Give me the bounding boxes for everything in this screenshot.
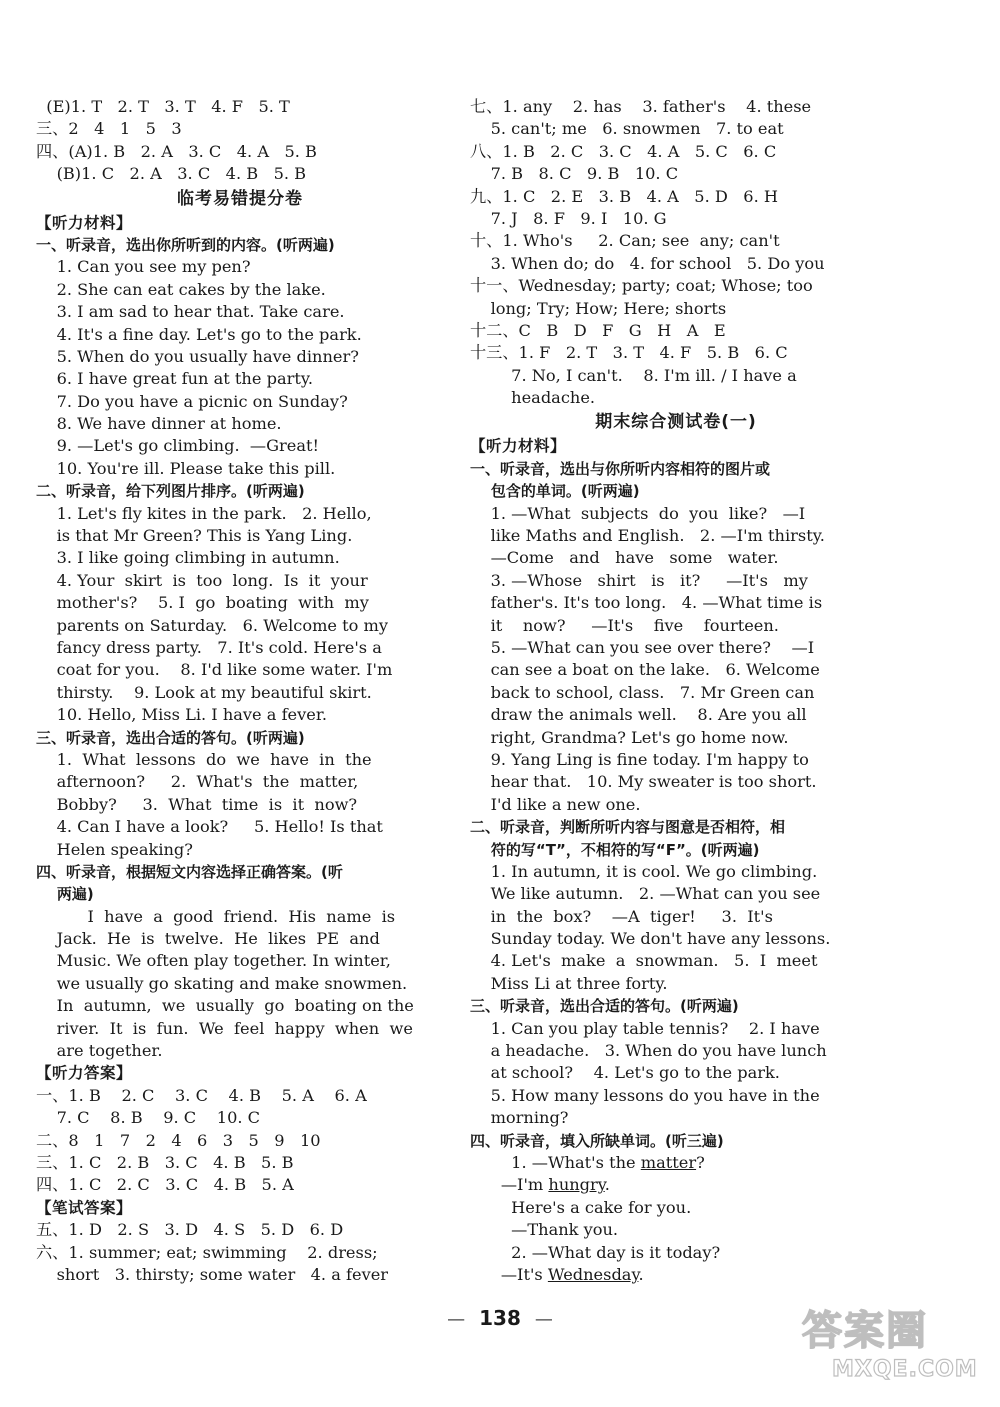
text-line: 十、1. Who's 2. Can; see any; can't [470,231,780,251]
text-line: 10. Hello, Miss Li. I have a fever. [36,705,327,725]
text-line: back to school, class. 7. Mr Green can [470,682,815,702]
text-line: right, Grandma? Let's go home now. [470,727,789,747]
text-line: 5. can't; me 6. snowmen 7. to eat [470,119,784,139]
text-line: 7. C 8. B 9. C 10. C [36,1108,261,1128]
text-line: 4. Your skirt is too long. Is it your [36,570,368,590]
text-line: parents on Saturday. 6. Welcome to my [36,615,389,635]
filled-blank-word: Wednesday [547,1264,639,1284]
question-heading: 符的写“T”，不相符的写“F”。(听两遍) [470,840,760,859]
line-text: . [638,1264,644,1284]
question-heading: 二、听录音，判断所听内容与图意是否相符，相 [470,818,786,837]
bracket-header: 【听力答案】 [36,1064,133,1083]
text-line: river. It is fun. We feel happy when we [36,1018,413,1038]
text-line: 五、1. D 2. S 3. D 4. S 5. D 6. D [36,1220,344,1240]
text-line: 1. In autumn, it is cool. We go climbing. [470,861,818,881]
text-line: fancy dress party. 7. It's cold. Here's a [36,637,382,657]
question-heading: 二、听录音，给下列图片排序。(听两遍) [36,482,305,501]
answer-line [470,1174,882,1196]
right-column [470,96,882,1286]
text-line: 10. You're ill. Please take this pill. [36,458,336,478]
text-line: 4. Let's make a snowman. 5. I meet [470,951,818,971]
bracket-header: 【听力材料】 [36,213,133,232]
text-line: 六、1. summer; eat; swimming 2. dress; [36,1242,378,1262]
line-text: ? [696,1152,705,1172]
text-line: 十二、C B D F G H A E [470,320,726,340]
section-title: 临考易错提分卷 [177,188,303,209]
left-column [36,96,444,1286]
question-heading: 包含的单词。(听两遍) [470,482,640,501]
line-text: —It's [470,1264,548,1284]
text-line: hear that. 10. My sweater is too short. [470,772,817,792]
question-heading: 四、听录音，根据短文内容选择正确答案。(听 [36,862,343,881]
question-heading: 两遍) [36,885,94,904]
answer-line [470,1152,882,1174]
text-line: 一、1. B 2. C 3. C 4. B 5. A 6. A [36,1085,367,1105]
text-line: afternoon? 2. What's the matter, [36,772,359,792]
text-line: 7. No, I can't. 8. I'm ill. / I have a [470,365,797,385]
text-line: coat for you. 8. I'd like some water. I'm [36,660,393,680]
text-line: 三、2 4 1 5 3 [36,119,182,139]
text-line: 5. How many lessons do you have in the [470,1085,820,1105]
text-line: —Come and have some water. [470,548,779,568]
text-line: Sunday today. We don't have any lessons. [470,929,831,949]
text-line: 2. She can eat cakes by the lake. [36,279,326,299]
line-text: 1. —What's the [470,1152,641,1172]
text-line: 九、1. C 2. E 3. B 4. A 5. D 6. H [470,186,778,206]
question-heading: 一、听录音，选出与你所听内容相符的图片或 [470,459,771,478]
text-line: 7. J 8. F 9. I 10. G [470,208,667,228]
text-line: —Thank you. [470,1220,619,1240]
text-line: 3. I like going climbing in autumn. [36,548,340,568]
footer-dash-left: — [447,1309,466,1330]
text-line: Bobby? 3. What time is it now? [36,794,358,814]
text-line: 十一、Wednesday; party; coat; Whose; too [470,276,813,296]
text-line: Miss Li at three forty. [470,973,668,993]
text-line: 四、(A)1. B 2. A 3. C 4. A 5. B [36,141,317,161]
text-line: 4. Can I have a look? 5. Hello! Is that [36,817,383,837]
bracket-header: 【笔试答案】 [36,1198,133,1217]
text-line: 3. —Whose shirt is it? —It's my [470,570,808,590]
text-line: In autumn, we usually go boating on the [36,996,414,1016]
text-line: 七、1. any 2. has 3. father's 4. these [470,97,812,116]
text-line: at school? 4. Let's go to the park. [470,1063,780,1083]
text-line: 四、1. C 2. C 3. C 4. B 5. A [36,1175,294,1195]
question-heading: 三、听录音，选出合适的答句。(听两遍) [36,728,305,747]
line-text: . [604,1175,610,1195]
question-heading: 四、听录音，填入所缺单词。(听三遍) [470,1131,724,1150]
text-line: headache. [470,388,596,408]
section-title: 期末综合测试卷(一) [595,412,757,433]
text-line: 2. —What day is it today? [470,1242,721,1262]
text-line: 1. Can you play table tennis? 2. I have [470,1018,820,1038]
text-line: Music. We often play together. In winter, [36,951,391,971]
text-line: (B)1. C 2. A 3. C 4. B 5. B [36,164,307,184]
question-heading: 三、听录音，选出合适的答句。(听两遍) [470,997,739,1016]
text-line: like Maths and English. 2. —I'm thirsty. [470,526,825,546]
watermark-main-text: 答案圈 [802,1308,928,1354]
watermark-url-text: MXQE.COM [832,1357,978,1382]
text-line: father's. It's too long. 4. —What time is [470,593,823,613]
text-line: (E)1. T 2. T 3. T 4. F 5. T [36,97,290,116]
text-line: it now? —It's five fourteen. [470,615,779,635]
text-line: I have a good friend. His name is [36,906,396,926]
text-line: I'd like a new one. [470,794,641,814]
text-line: long; Try; How; Here; shorts [470,298,727,318]
text-line: 5. —What can you see over there? —I [470,637,815,657]
text-line: 6. I have great fun at the party. [36,369,313,389]
text-line: 1. —What subjects do you like? —I [470,503,806,523]
filled-blank-word: hungry [548,1175,605,1195]
filled-blank-word: matter [640,1152,697,1172]
page-number: 138 [479,1306,521,1330]
text-line: thirsty. 9. Look at my beautiful skirt. [36,682,372,702]
answer-line [470,1264,882,1286]
question-heading: 一、听录音，选出你所听到的内容。(听两遍) [36,235,335,254]
text-line: Jack. He is twelve. He likes PE and [36,929,380,949]
text-line: draw the animals well. 8. Are you all [470,705,807,725]
line-text: —I'm [470,1175,549,1195]
text-line: 十三、1. F 2. T 3. T 4. F 5. B 6. C [470,343,788,363]
text-line: We like autumn. 2. —What can you see [470,884,821,904]
text-line: in the box? —A tiger! 3. It's [470,906,773,926]
text-line: 9. —Let's go climbing. —Great! [36,436,319,456]
text-line: 三、1. C 2. B 3. C 4. B 5. B [36,1152,294,1172]
text-line: we usually go skating and make snowmen. [36,973,408,993]
text-line: are together. [36,1041,163,1061]
footer-dash-right: — [534,1309,553,1330]
text-line: is that Mr Green? This is Yang Ling. [36,526,353,546]
text-line: 9. Yang Ling is fine today. I'm happy to [470,749,809,769]
text-line: mother's? 5. I go boating with my [36,593,369,613]
text-line: 1. What lessons do we have in the [36,749,372,769]
text-line: 7. Do you have a picnic on Sunday? [36,391,348,411]
text-line: 7. B 8. C 9. B 10. C [470,164,679,184]
text-line: 八、1. B 2. C 3. C 4. A 5. C 6. C [470,141,777,161]
text-line: Helen speaking? [36,839,193,859]
text-line: Here's a cake for you. [470,1197,692,1217]
text-line: 1. Let's fly kites in the park. 2. Hello, [36,503,372,523]
text-line: 8. We have dinner at home. [36,414,282,434]
text-line: a headache. 3. When do you have lunch [470,1041,827,1061]
text-line: 5. When do you usually have dinner? [36,346,359,366]
text-line: can see a boat on the lake. 6. Welcome [470,660,820,680]
text-line: 二、8 1 7 2 4 6 3 5 9 10 [36,1130,321,1150]
bracket-header: 【听力材料】 [470,437,567,456]
watermark-logo [802,1299,992,1399]
text-line: 3. I am sad to hear that. Take care. [36,302,345,322]
text-line: 1. Can you see my pen? [36,257,251,277]
text-line: 3. When do; do 4. for school 5. Do you [470,253,825,273]
text-line: short 3. thirsty; some water 4. a fever [36,1264,389,1284]
text-line: 4. It's a fine day. Let's go to the park. [36,324,362,344]
text-line: morning? [470,1108,569,1128]
